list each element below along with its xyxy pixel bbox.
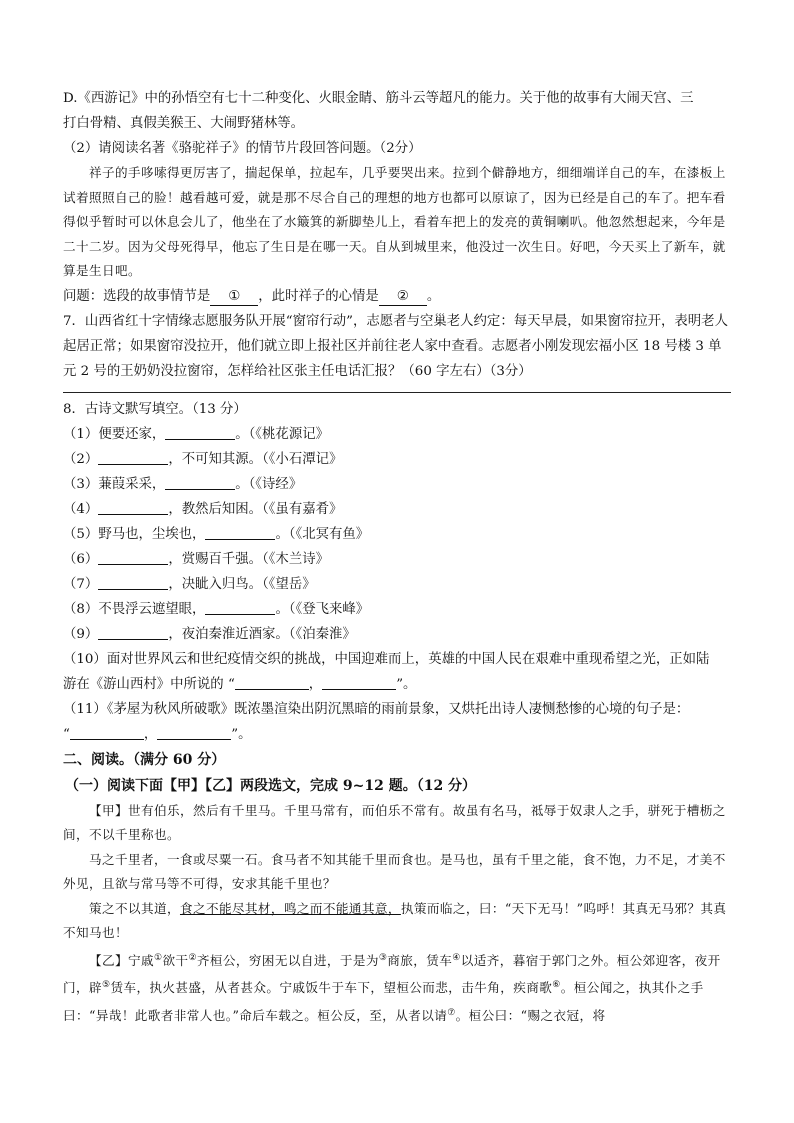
answer-blank[interactable] — [98, 450, 168, 465]
answer-blank[interactable] — [98, 575, 168, 590]
item-number: （2） — [63, 451, 99, 467]
item-text: 蒹葭采采， — [98, 476, 166, 492]
question-text: 。 — [426, 288, 441, 304]
question-text: 问题：选段的故事情节是 — [63, 288, 211, 304]
item-number: （1） — [63, 426, 99, 442]
item-text: ，不可知其源。（《小石潭记》 — [168, 451, 343, 467]
answer-blank[interactable] — [98, 500, 168, 515]
recitation-item — [63, 622, 731, 647]
passage-text: 齐桓公，穷困无以自进，于是为 — [196, 952, 379, 968]
item-text: ”。 — [231, 726, 252, 742]
recitation-items — [63, 422, 731, 647]
section-2-title: 二、阅读。（满分 60 分） — [63, 751, 226, 768]
answer-blank-2[interactable]: ② — [379, 289, 427, 306]
camel-xiangzi-passage: 祥子的手哆嗦得更厉害了，揣起保单，拉起车，几乎要哭出来。拉到个僻静地方，细细端详自己的车，在漆板上试着照照自己的脸！越看越可爱，就是那不尽合自己的理想的地方也都可以原谅了，因为已经是自己的车了。把车看得似乎暂时可以休息会儿了，他坐在了水簸箕的新脚垫儿上，看着车把上的发亮的黄铜喇叭。他忽然想起来，今年是二十二岁。因为父母死得早，他忘了生日是在哪一天。自从到城里来，他没过一次生日。好吧，今天买上了新车，就算是生日吧。 — [63, 165, 726, 278]
document-page — [63, 86, 731, 1028]
answer-blank-1[interactable]: ① — [210, 289, 258, 306]
question-8-item-11-line-2 — [63, 722, 731, 747]
question-8-item-11-line-1: （11）《茅屋为秋风所破歌》既浓墨渲染出阴沉黑暗的雨前景象，又烘托出诗人凄恻愁惨的心境的句子是： — [63, 701, 690, 717]
item-number: （7） — [63, 576, 99, 592]
item-number: （3） — [63, 476, 99, 492]
answer-blank[interactable] — [165, 425, 235, 440]
item-number: （6） — [63, 551, 99, 567]
item-text: 。（《北冥有鱼》 — [275, 526, 370, 542]
item-text: 便要还家， — [98, 426, 166, 442]
answer-blank[interactable] — [205, 525, 275, 540]
answer-line[interactable] — [63, 392, 731, 393]
passage-text: 策之不以其道， — [89, 900, 180, 916]
option-d-line-2: 打白骨精、真假美猴王、大闹野猪林等。 — [63, 116, 305, 131]
item-text: “ — [63, 726, 70, 742]
question-8-title: 8．古诗文默写填空。（13 分） — [63, 401, 247, 417]
recitation-item — [63, 597, 731, 622]
footnote-marker: ④ — [452, 952, 461, 963]
footnote-marker: ⑥ — [552, 980, 561, 990]
recitation-item — [63, 472, 731, 497]
item-number: （8） — [63, 601, 99, 617]
footnote-marker: ② — [188, 952, 197, 963]
item-text: ，夜泊秦淮近酒家。（《泊秦淮》 — [168, 626, 356, 642]
footnote-marker: ③ — [378, 952, 388, 963]
recitation-item — [63, 497, 731, 522]
item-text: ”。 — [396, 676, 417, 692]
answer-blank[interactable] — [322, 675, 396, 690]
passage-jia-paragraph-2: 马之千里者，一食或尽粟一石。食马者不知其能千里而食也。是马也，虽有千里之能，食不饱，力不足，才美不外见，且欲与常马等不可得，安求其能千里也？ — [63, 851, 726, 891]
passage-yi-paragraph — [63, 946, 731, 1029]
passage-text: 【乙】宁戚 — [89, 952, 154, 968]
item-number: （5） — [63, 526, 99, 542]
recitation-item — [63, 447, 731, 472]
question-8-item-10-line-2 — [63, 672, 731, 697]
item-text: ， — [308, 676, 323, 692]
underlined-sentence: 食之不能尽其材，鸣之而不能通其意， — [179, 900, 401, 916]
answer-blank[interactable] — [205, 600, 275, 615]
item-text: 。（《桃花源记》 — [235, 426, 329, 442]
passage-text: 商旅，赁车 — [387, 952, 453, 968]
recitation-item — [63, 572, 731, 597]
answer-blank[interactable] — [98, 625, 168, 640]
item-text: ，赏赐百千强。（《木兰诗》 — [168, 551, 329, 567]
answer-blank[interactable] — [98, 550, 168, 565]
item-text: ，决眦入归鸟。（《望岳》 — [168, 576, 316, 592]
option-d-line-1: D.《西游记》中的孙悟空有七十二种变化、火眼金睛、筋斗云等超凡的能力。关于他的故事有大闹天宫、三 — [63, 91, 694, 106]
footnote-marker: ① — [153, 952, 163, 963]
item-text: 游在《游山西村》中所说的 “ — [63, 676, 235, 692]
passage-text: 。桓公闻之，执其仆之手曰：“异哉！此歌者非常人也。”命后车载之。桓公反，至，从者以请 — [63, 980, 704, 1023]
item-number: （9） — [63, 626, 99, 642]
item-text: 不畏浮云遮望眼， — [98, 601, 206, 617]
answer-blank[interactable] — [70, 725, 144, 740]
footnote-marker: ⑦ — [447, 1007, 456, 1018]
question-8-item-10-line-1: （10）面对世界风云和世纪疫情交织的挑战，中国迎难而上，英雄的中国人民在艰难中重现希望之光，正如陆 — [63, 651, 710, 667]
question-text: ，此时祥子的心情是 — [258, 288, 379, 304]
question-6-2-prompt: （2）请阅读名著《骆驼祥子》的情节片段回答问题。（2分） — [63, 141, 422, 156]
question-6-2-blanks — [63, 284, 731, 309]
item-text: ， — [143, 726, 158, 742]
item-text: 野马也，尘埃也， — [98, 526, 206, 542]
recitation-item — [63, 422, 731, 447]
passage-jia-paragraph-3 — [63, 897, 731, 946]
passage-text: 欲干 — [162, 952, 189, 968]
answer-blank[interactable] — [235, 675, 309, 690]
recitation-item — [63, 522, 731, 547]
item-text: ，教然后知困。（《虽有嘉肴》 — [168, 501, 343, 517]
answer-blank[interactable] — [157, 725, 231, 740]
footnote-marker: ⑤ — [101, 980, 111, 990]
item-number: （4） — [63, 501, 99, 517]
section-2-sub-1-title: （一）阅读下面【甲】【乙】两段选文，完成 9~12 题。（12 分） — [65, 777, 477, 794]
passage-text: 赁车，执火甚盛，从者甚众。宁戚饭牛于车下，望桓公而悲，击牛角，疾商歌 — [110, 980, 553, 995]
passage-text: 以适齐，暮宿于郭门之外。桓公郊迎客，夜开门，辟 — [63, 952, 721, 995]
passage-text: 。桓公曰：“赐之衣冠，将 — [455, 1007, 606, 1023]
recitation-item — [63, 547, 731, 572]
question-7: 7．山西省红十字情缘志愿服务队开展“窗帘行动”，志愿者与空巢老人约定：每天早晨，如果窗帘拉开，表明老人起居正常；如果窗帘没拉开，他们就立即上报社区并前往老人家中查看。志愿者小刚发现宏福小区 18 号楼 3 单元 2 号的王奶奶没拉窗帘，怎样给社区张主任电话汇报？（60 字左右）（3分） — [63, 313, 728, 379]
item-text: 。（《登飞来峰》 — [275, 601, 370, 617]
item-text: 。（《诗经》 — [235, 476, 303, 492]
answer-blank[interactable] — [165, 475, 235, 490]
passage-jia-paragraph-1: 【甲】世有伯乐，然后有千里马。千里马常有，而伯乐不常有。故虽有名马，祗辱于奴隶人之手，骈死于槽枥之间，不以千里称也。 — [63, 802, 726, 842]
passage-text: 执策而临之，曰：“天下无马！”呜呼！其真无马邪？其真不知马也！ — [63, 900, 727, 940]
